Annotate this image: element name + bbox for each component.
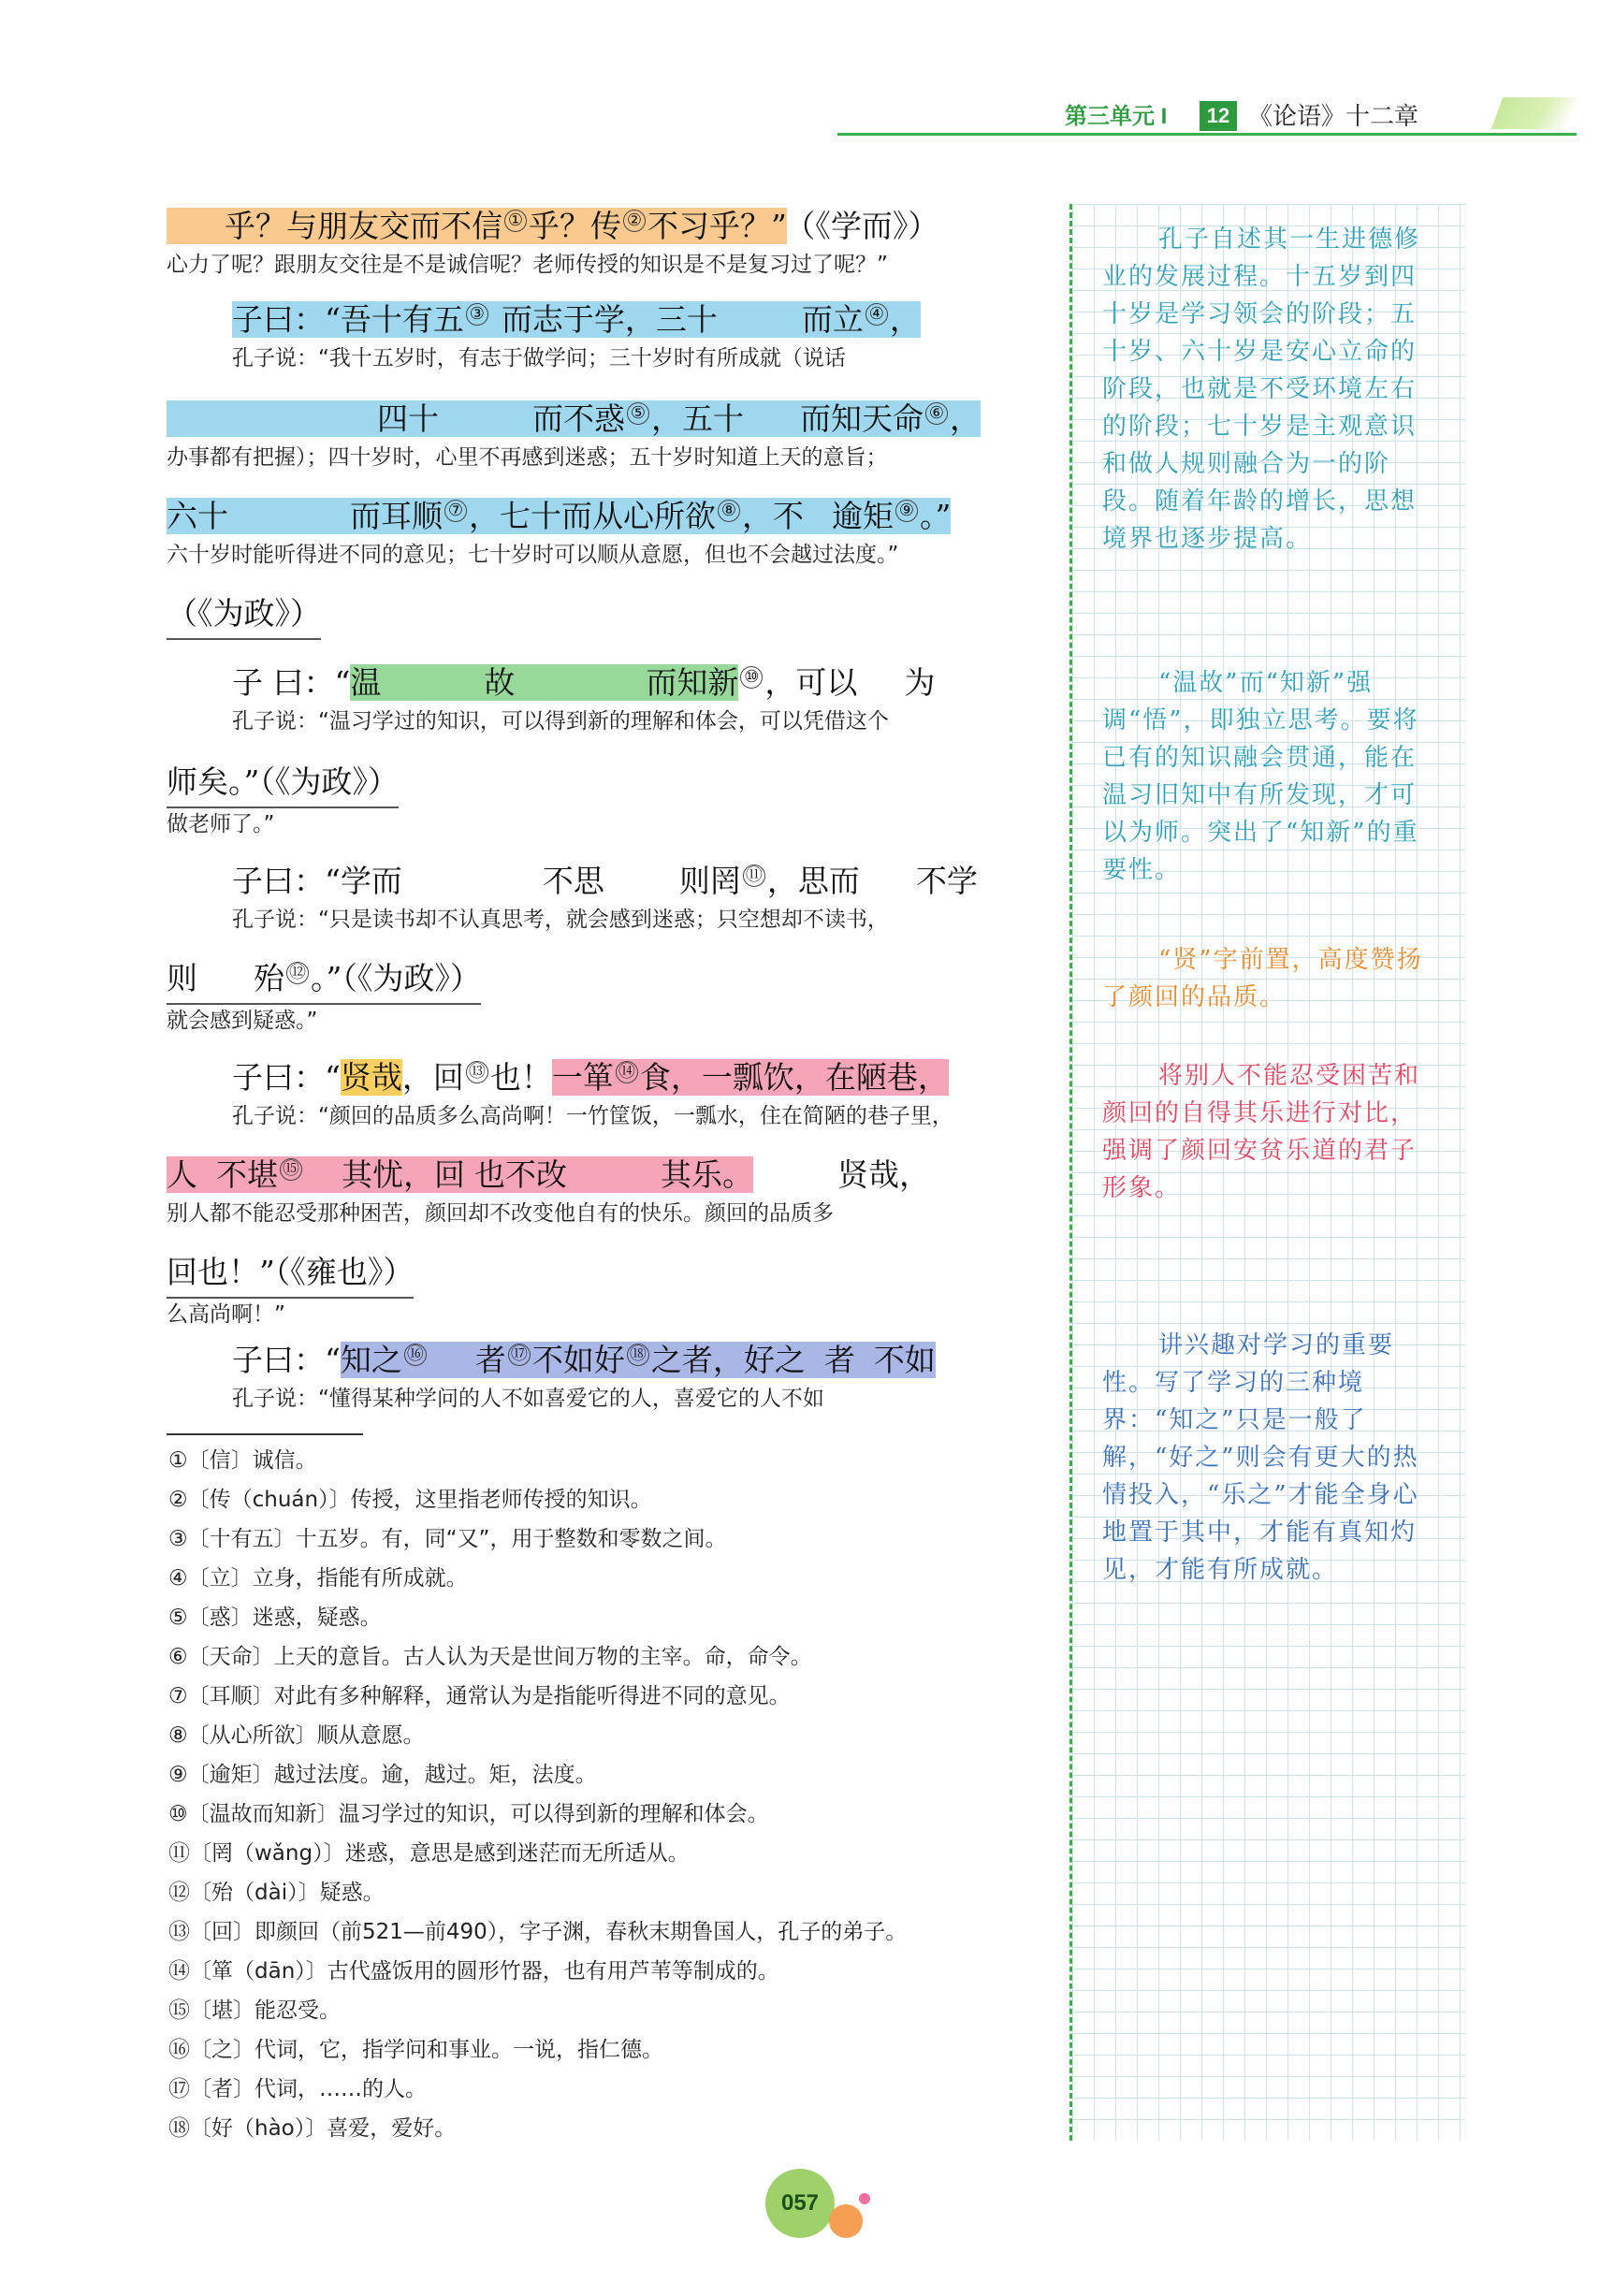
original-line: 乎？与朋友交而不信 ① 乎？传 ② 不习乎？” （《学而》） (167, 204, 938, 249)
original-line: 人 不堪 ⑮ 其忧，回 也不改 其乐。 贤哉， (167, 1156, 930, 1193)
original-line: 子 曰：“温 故 而知新 ⑩ ，可以 为 (232, 664, 936, 701)
original-line: 四十 而不惑 ⑤ ，五十 而知天命 ⑥ ， (167, 397, 981, 442)
footnote-item: ⑭〔箪（dān）〕古代盛饭用的圆形竹器，也有用芦苇等制成的。 (168, 1959, 779, 1984)
footnote-item: ⑥〔天命〕上天的意旨。古人认为天是世间万物的主宰。命，命令。 (168, 1645, 812, 1669)
footnote-item: ⑦〔耳顺〕对此有多种解释，通常认为是指能听得进不同的意见。 (168, 1684, 791, 1708)
translation-line: 办事都有把握）；四十岁时，心里不再感到迷惑；五十岁时知道上天的意旨； (167, 445, 888, 470)
footnote-item: ②〔传（chuán）〕传授，这里指老师传授的知识。 (168, 1488, 652, 1512)
page-number: 057 (765, 2169, 835, 2238)
footnote-item: ④〔立〕立身，指能有所成就。 (168, 1566, 468, 1591)
annotation-sidebar (1069, 204, 1465, 2141)
footnote-item: ⑪〔罔（wǎng）〕迷惑，意思是感到迷茫而无所适从。 (168, 1841, 690, 1866)
translation-line: 就会感到疑惑。” (167, 1009, 318, 1033)
unit-label: 第三单元 I (1065, 104, 1168, 129)
passage-xueer-si (232, 859, 978, 936)
decor-dot-orange (829, 2204, 863, 2238)
source-weizheng: （《为政》） (167, 591, 321, 640)
passage-wengu-b: 师矣。”（《为政》） 做老师了。” (167, 760, 399, 840)
footnote-item: ⑰〔者〕代词，……的人。 (168, 2077, 427, 2101)
chapter-title: 《论语》十二章 (1248, 103, 1419, 131)
translation-line: 孔子说：“懂得某种学问的人不如喜爱它的人，喜爱它的人不如 (232, 1387, 824, 1411)
passage-weizheng-1 (232, 298, 921, 374)
sidebar-note-interest: 讲兴趣对学习的重要性。写了学习的三种境界：“知之”只是一般了解，“好之”则会有更大的热情投入，“乐之”才能全身心地置于其中，才能有真知灼见，才能有所成就。 (1102, 1331, 1419, 1584)
footnote-rule (167, 1433, 363, 1435)
header-decoration (1491, 97, 1578, 129)
footnote-item: ⑨〔逾矩〕越过法度。逾，越过。矩，法度。 (168, 1763, 597, 1787)
passage-xianzai-b (167, 1153, 930, 1229)
sidebar-note-xian: “贤”字前置，高度赞扬了颜回的品质。 (1102, 946, 1423, 1011)
passage-weizheng-1b (167, 397, 981, 473)
footnote-item: ⑩〔温故而知新〕温习学过的知识，可以得到新的理解和体会。 (168, 1802, 769, 1826)
translation-line: 孔子说：“我十五岁时，有志于做学问；三十岁时有所成就（说话 (232, 346, 846, 371)
passage-wengu (232, 661, 935, 737)
footnote-item: ⑤〔惑〕迷惑，疑惑。 (168, 1606, 382, 1630)
header-rule (837, 133, 1577, 136)
original-line: 子曰：“知之 ⑯ 者 ⑰ 不如好 ⑱ 之者，好之 者 不如 (232, 1342, 936, 1378)
footnote-item: ⑯〔之〕代词，它，指学问和事业。一说，指仁德。 (168, 2038, 663, 2062)
sidebar-note-wengu: “温故”而“知新”强调“悟”，即独立思考。要将已有的知识融会贯通，能在温习旧知中有所发现，才可以为师。突出了“知新”的重要性。 (1102, 669, 1419, 884)
translation-line: 心力了呢？跟朋友交往是不是诚信呢？老师传授的知识是不是复习过了呢？” (167, 253, 888, 277)
decor-dot-pink (859, 2193, 870, 2204)
footnote-item: ⑧〔从心所欲〕顺从意愿。 (168, 1723, 425, 1748)
passage-weizheng-1c (167, 494, 951, 571)
footnote-item: ③〔十有五〕十五岁。有，同“又”，用于整数和零数之间。 (168, 1527, 727, 1551)
translation-line: 做老师了。” (167, 812, 275, 836)
footnote-list (168, 1441, 1029, 2148)
sidebar-note-growth: 孔子自述其一生进德修业的发展过程。十五岁到四十岁是学习领会的阶段；五十岁、六十岁是安心立命的阶段，也就是不受环境左右的阶段；七十岁是主观意识和做人规则融合为一的阶段。随着年龄的增长，思想境界也逐步提高。 (1102, 225, 1421, 553)
original-line: 六十 而耳顺 ⑦ ，七十而从心所欲 ⑧ ，不 逾矩 ⑨ 。” (167, 498, 952, 534)
original-line: 子曰：“学而 不思 则罔 ⑪ ，思而 不学 (232, 863, 978, 899)
passage-zhizhi (232, 1338, 936, 1415)
sidebar-note-contrast: 将别人不能忍受困苦和颜回的自得其乐进行对比，强调了颜回安贫乐道的君子形象。 (1102, 1062, 1421, 1202)
footnote-item: ⑬〔回〕即颜回（前521—前490），字子渊，春秋末期鲁国人，孔子的弟子。 (168, 1920, 908, 1944)
chapter-number-badge: 12 (1200, 101, 1237, 131)
translation-line: 孔子说：“温习学过的知识，可以得到新的理解和体会，可以凭借这个 (232, 709, 889, 734)
translation-line: 么高尚啊！” (167, 1302, 285, 1327)
original-line: 子曰：“贤哉，回 ⑬ 也！一箪 ⑭ 食，一瓢饮，在陋巷， (232, 1059, 949, 1096)
translation-line: 孔子说：“只是读书却不认真思考，就会感到迷惑；只空想却不读书， (232, 908, 889, 932)
original-line: 子曰：“吾十有五 ③ 而志于学，三十 而立 ④ ， (232, 301, 921, 338)
translation-line: 六十岁时能听得进不同的意见；七十岁时可以顺从意愿，但也不会越过法度。” (167, 543, 899, 567)
translation-line: 别人都不能忍受那种困苦，颜回却不改变他自有的快乐。颜回的品质多 (167, 1201, 834, 1226)
footnote-item: ⑮〔堪〕能忍受。 (168, 1998, 341, 2023)
passage-xueer-si-b: 则 殆 ⑫ 。”（《为政》） 就会感到疑惑。” (167, 956, 481, 1037)
translation-line: 孔子说：“颜回的品质多么高尚啊！一竹筐饭，一瓢水，住在简陋的巷子里， (232, 1104, 953, 1128)
passage-xianzai (232, 1055, 953, 1132)
passage-xianzai-c: 回也！”（《雍也》） 么高尚啊！” (167, 1250, 414, 1330)
footnote-item: ①〔信〕诚信。 (168, 1448, 317, 1473)
footnote-item: ⑱〔好（hào）〕喜爱，爱好。 (168, 2116, 457, 2141)
footnote-item: ⑫〔殆（dài）〕疑惑。 (168, 1881, 385, 1905)
passage-xueer-end (167, 204, 938, 281)
